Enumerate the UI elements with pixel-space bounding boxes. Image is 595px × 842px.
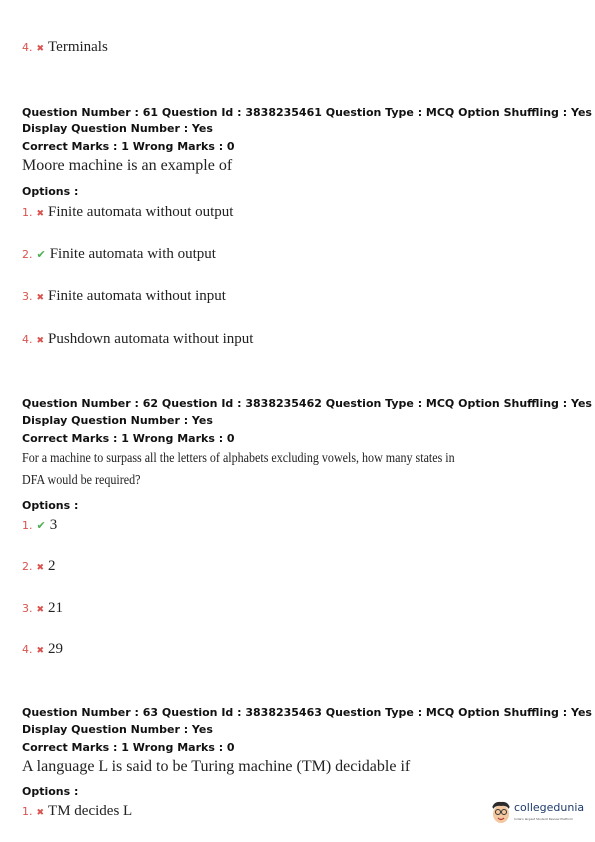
option-number: 3. <box>22 290 33 303</box>
marks-info: Correct Marks : 1 Wrong Marks : 0 <box>22 140 235 153</box>
option-number: 4. <box>22 41 33 54</box>
correct-check-icon: ✔ <box>36 519 46 532</box>
wrong-icon: ✖ <box>36 336 45 346</box>
option-text: Finite automata without output <box>48 204 234 220</box>
option-row <box>22 203 233 221</box>
correct-check-icon: ✔ <box>36 248 46 261</box>
option-text: TM decides L <box>48 803 133 819</box>
option-row <box>22 640 63 658</box>
option-text: Finite automata with output <box>49 246 216 262</box>
wrong-icon: ✖ <box>36 44 45 54</box>
question-text: A language L is said to be Turing machine (TM) decidable if <box>22 758 411 775</box>
logo-tagline: India's largest Student Review Platform <box>514 817 574 821</box>
option-row <box>22 38 108 56</box>
options-label: Options : <box>22 785 79 798</box>
wrong-icon: ✖ <box>36 808 45 818</box>
collegedunia-logo <box>490 800 590 830</box>
question-text: For a machine to surpass all the letters of alphabets excluding vowels, how many states in <box>22 451 455 466</box>
option-number: 4. <box>22 333 33 346</box>
wrong-icon: ✖ <box>36 563 45 573</box>
logo-name: collegedunia <box>514 801 585 814</box>
display-question-number: Display Question Number : Yes <box>22 723 213 736</box>
wrong-icon: ✖ <box>36 293 45 303</box>
options-label: Options : <box>22 185 79 198</box>
option-text: Finite automata without input <box>48 288 226 304</box>
question-header: Question Number : 62 Question Id : 3838235462 Question Type : MCQ Option Shuffling : Yes <box>22 397 592 410</box>
wrong-icon: ✖ <box>36 209 45 219</box>
option-row <box>22 330 253 348</box>
marks-info: Correct Marks : 1 Wrong Marks : 0 <box>22 741 235 754</box>
option-row <box>22 516 57 534</box>
display-question-number: Display Question Number : Yes <box>22 414 213 427</box>
wrong-icon: ✖ <box>36 646 45 656</box>
options-label: Options : <box>22 499 79 512</box>
option-text: 29 <box>48 641 64 657</box>
option-row <box>22 245 216 263</box>
option-number: 4. <box>22 643 33 656</box>
option-number: 2. <box>22 248 33 261</box>
option-row <box>22 802 132 820</box>
option-text: Terminals <box>48 39 108 55</box>
display-question-number: Display Question Number : Yes <box>22 122 213 135</box>
option-number: 2. <box>22 560 33 573</box>
marks-info: Correct Marks : 1 Wrong Marks : 0 <box>22 432 235 445</box>
option-number: 3. <box>22 602 33 615</box>
question-text: Moore machine is an example of <box>22 157 233 174</box>
question-text-line2: DFA would be required? <box>22 473 141 488</box>
option-number: 1. <box>22 519 33 532</box>
option-text: 3 <box>49 517 58 533</box>
option-row <box>22 557 56 575</box>
question-header: Question Number : 63 Question Id : 3838235463 Question Type : MCQ Option Shuffling : Yes <box>22 706 592 719</box>
option-text: 21 <box>48 600 64 616</box>
option-row <box>22 599 63 617</box>
option-number: 1. <box>22 206 33 219</box>
option-text: 2 <box>48 558 56 574</box>
wrong-icon: ✖ <box>36 605 45 615</box>
option-text: Pushdown automata without input <box>48 331 254 347</box>
option-number: 1. <box>22 805 33 818</box>
question-header: Question Number : 61 Question Id : 3838235461 Question Type : MCQ Option Shuffling : Yes <box>22 106 592 119</box>
option-row <box>22 287 226 305</box>
mascot-face-icon <box>490 800 512 826</box>
